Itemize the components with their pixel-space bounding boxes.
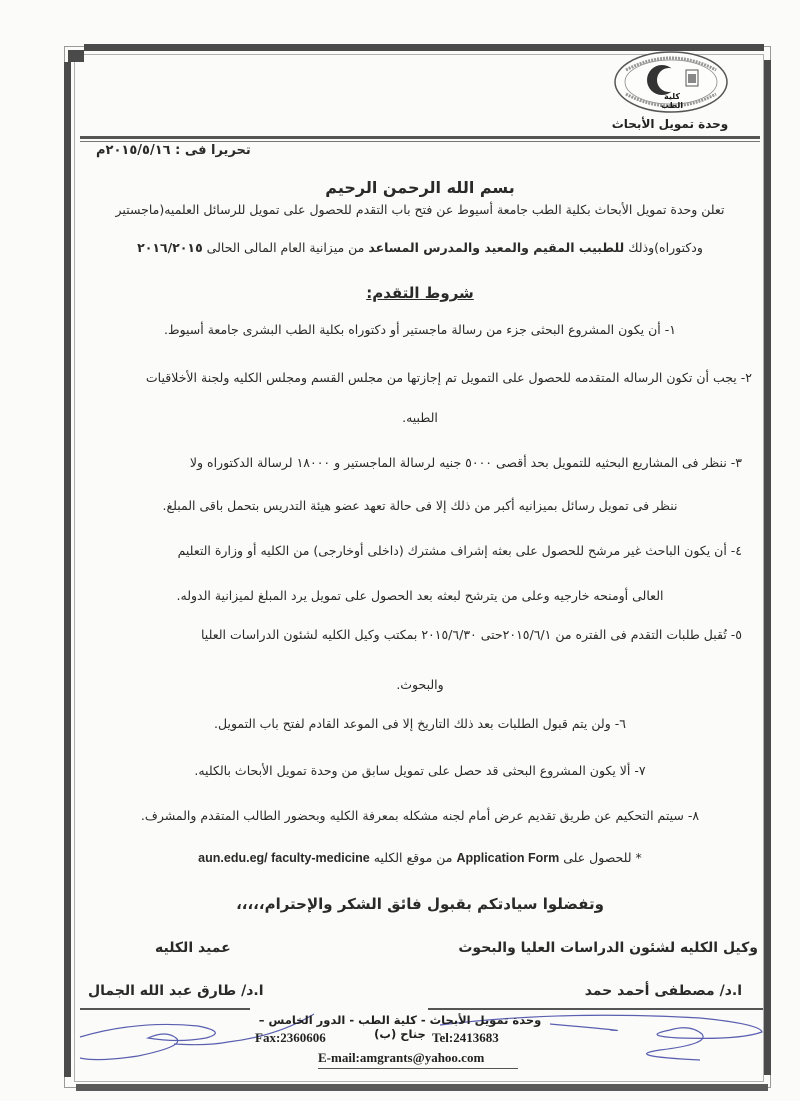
footer-address: وحدة تمويل الأبحاث - كلية الطب - الدور الخامس – جناح (ب) <box>258 1013 542 1041</box>
conditions-heading: شروط التقدم: <box>366 284 474 302</box>
intro-line-2 <box>80 240 760 255</box>
dean-signature-line <box>80 1008 250 1010</box>
logo-caption: كلية الطب <box>660 92 683 110</box>
intro-eligible: للطبيب المقيم والمعيد والمدرس المساعد <box>368 240 625 255</box>
condition-3-line-2: ننظر فى تمويل رسائل بميزانيه أكبر من ذلك إلا فى حالة تعهد عضو هيئة التدريس بتحمل باقى المبلغ. <box>162 498 678 513</box>
intro-budget: من ميزانية العام المالى الحالى <box>202 240 369 255</box>
unit-name: وحدة تمويل الأبحاث <box>611 117 729 131</box>
closing-regards: وتفضلوا سيادتكم بقبول فائق الشكر والإحترام،،،،، <box>236 895 604 913</box>
condition-3-line-1: ٣- ننظر فى المشاريع البحثيه للتمويل بحد أقصى ٥٠٠٠ جنيه لرسالة الماجستير و ١٨٠٠٠ لرسالة الدكتوراه ولا <box>189 455 742 470</box>
condition-8: ٨- سيتم التحكيم عن طريق تقديم عرض أمام لجنه مشكله بمعرفة الكليه وبحضور الطالب المتقدم والمشرف. <box>140 808 700 823</box>
intro-line-1: تعلن وحدة تمويل الأبحاث بكلية الطب جامعة أسيوط عن فتح باب التقدم للحصول على تمويل للرسائل العلميه(ماجستير <box>115 202 725 217</box>
faculty-logo <box>612 48 730 120</box>
dean-title: عميد الكليه <box>155 940 231 956</box>
frame-corner <box>68 50 84 62</box>
intro-text: ودكتوراه)وذلك <box>624 240 703 255</box>
condition-5-line-2: والبحوث. <box>396 677 444 692</box>
header-divider-thin <box>80 141 760 142</box>
issue-date: تحريرا فى : ٢٠١٥/٥/١٦م <box>96 143 251 158</box>
frame-right-bar <box>764 60 771 1075</box>
condition-4-line-2: العالى أومنحه خارجيه وعلى من يترشح لبعثه بعد الحصول على تمويل يرد المبلغ لميزانية الدوله. <box>176 588 664 603</box>
application-form-note <box>80 850 760 865</box>
header-divider <box>80 136 760 139</box>
footer-fax: Fax:2360606 <box>255 1030 326 1045</box>
frame-left-bar <box>64 62 71 1077</box>
vice-dean-name: ا.د/ مصطفى أحمد حمد <box>584 983 742 999</box>
footer-email[interactable]: E-mail:amgrants@yahoo.com <box>318 1050 485 1065</box>
intro-year: ٢٠١٦/٢٠١٥ <box>137 240 203 255</box>
dean-name: ا.د/ طارق عبد الله الجمال <box>88 983 264 999</box>
form-note-from-site: من موقع الكليه <box>369 850 457 865</box>
basmala: بسم الله الرحمن الرحيم <box>325 178 515 197</box>
frame-bottom-bar <box>76 1084 768 1091</box>
condition-6: ٦- ولن يتم قبول الطلبات بعد ذلك التاريخ إلا فى الموعد القادم لفتح باب التمويل. <box>214 716 626 731</box>
condition-7: ٧- ألا يكون المشروع البحثى قد حصل على تمويل سابق من وحدة تمويل الأبحاث بالكليه. <box>194 763 646 778</box>
condition-2-line-2: الطبيه. <box>402 410 438 425</box>
form-note-application-form: Application Form <box>456 851 560 865</box>
vice-dean-title: وكيل الكليه لشئون الدراسات العليا والبحوث <box>458 940 758 956</box>
condition-4-line-1: ٤- أن يكون الباحث غير مرشح للحصول على بعثه إشراف مشترك (داخلى أوخارجى) من الكليه أو وزارة التعليم <box>177 543 742 558</box>
footer-email-underline <box>318 1068 518 1069</box>
condition-1: ١- أن يكون المشروع البحثى جزء من رسالة ماجستير أو دكتوراه بكلية الطب البشرى جامعة أسيوط. <box>164 322 676 337</box>
form-note-text: * للحصول على <box>559 850 642 865</box>
condition-2-line-1: ٢- يجب أن تكون الرساله المتقدمه للحصول على التمويل تم إجازتها من مجلس القسم ومجلس الكليه ولجنة الأخلاقيات <box>145 370 752 385</box>
condition-5-line-1: ٥- تُقبل طلبات التقدم فى الفتره من ٢٠١٥/٦/١حتى ٢٠١٥/٦/٣٠ بمكتب وكيل الكليه لشئون الدراسات العليا <box>201 627 742 642</box>
faculty-website-link[interactable]: aun.edu.eg/ faculty-medicine <box>198 851 370 865</box>
footer-tel: Tel:2413683 <box>432 1030 499 1045</box>
